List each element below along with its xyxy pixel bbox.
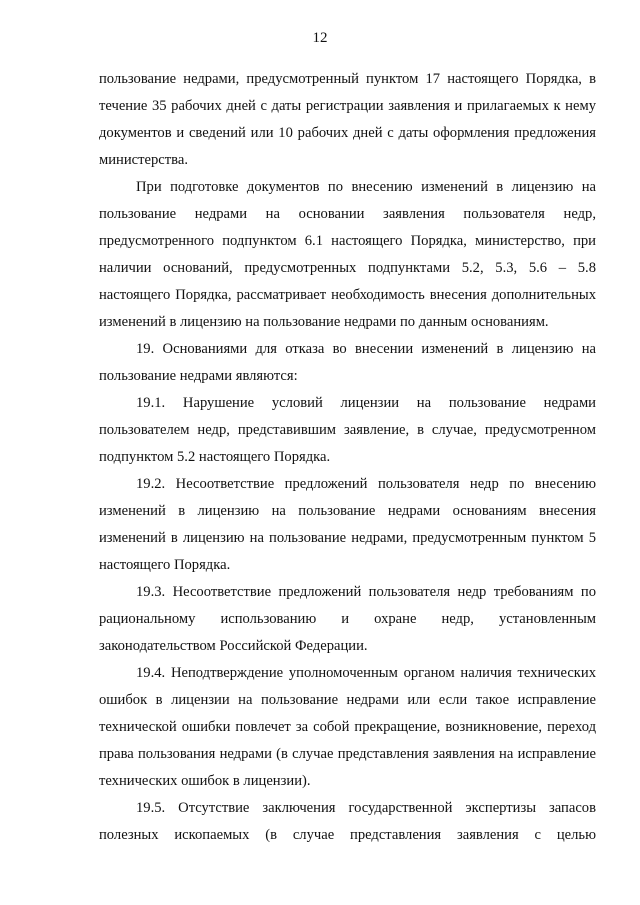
page-number: 12 <box>312 30 328 46</box>
paragraph-19-2: 19.2. Несоответствие предложений пользователя недр по внесению изменений в лицензию на пользование недрами основаниям внесения изменений в лицензию на пользование недрами, предусмотренным пунктом 5 настоящего Порядка. <box>99 476 596 573</box>
paragraph-continuation: пользование недрами, предусмотренный пунктом 17 настоящего Порядка, в течение 35 рабочих дней с даты регистрации заявления и прилагаемых к нему документов и сведений или 10 рабочих дней с даты оформления предложения министерства. <box>99 71 596 168</box>
paragraph-19-4: 19.4. Неподтверждение уполномоченным органом наличия технических ошибок в лицензии на пользование недрами или если такое исправление технической ошибки повлечет за собой прекращение, возникновение, переход права пользования недрами (в случае представления заявления на исправление технических ошибок в лицензии). <box>99 665 596 789</box>
document-body <box>99 66 596 849</box>
paragraph-19: 19. Основаниями для отказа во внесении изменений в лицензию на пользование недрами являются: <box>99 341 596 384</box>
paragraph-19-3: 19.3. Несоответствие предложений пользователя недр требованиям по рациональному использованию и охране недр, установленным законодательством Российской Федерации. <box>99 584 596 654</box>
paragraph-preparation: При подготовке документов по внесению изменений в лицензию на пользование недрами на основании заявления пользователя недр, предусмотренного подпунктом 6.1 настоящего Порядка, министерство, при наличии оснований, предусмотренных подпунктами 5.2, 5.3, 5.6 – 5.8 настоящего Порядка, рассматривает необходимость внесения дополнительных изменений в лицензию на пользование недрами по данным основаниям. <box>99 179 596 330</box>
paragraph-19-1: 19.1. Нарушение условий лицензии на пользование недрами пользователем недр, представившим заявление, в случае, предусмотренном подпунктом 5.2 настоящего Порядка. <box>99 395 596 465</box>
paragraph-19-5: 19.5. Отсутствие заключения государственной экспертизы запасов полезных ископаемых (в случае представления заявления с целью <box>99 800 596 843</box>
